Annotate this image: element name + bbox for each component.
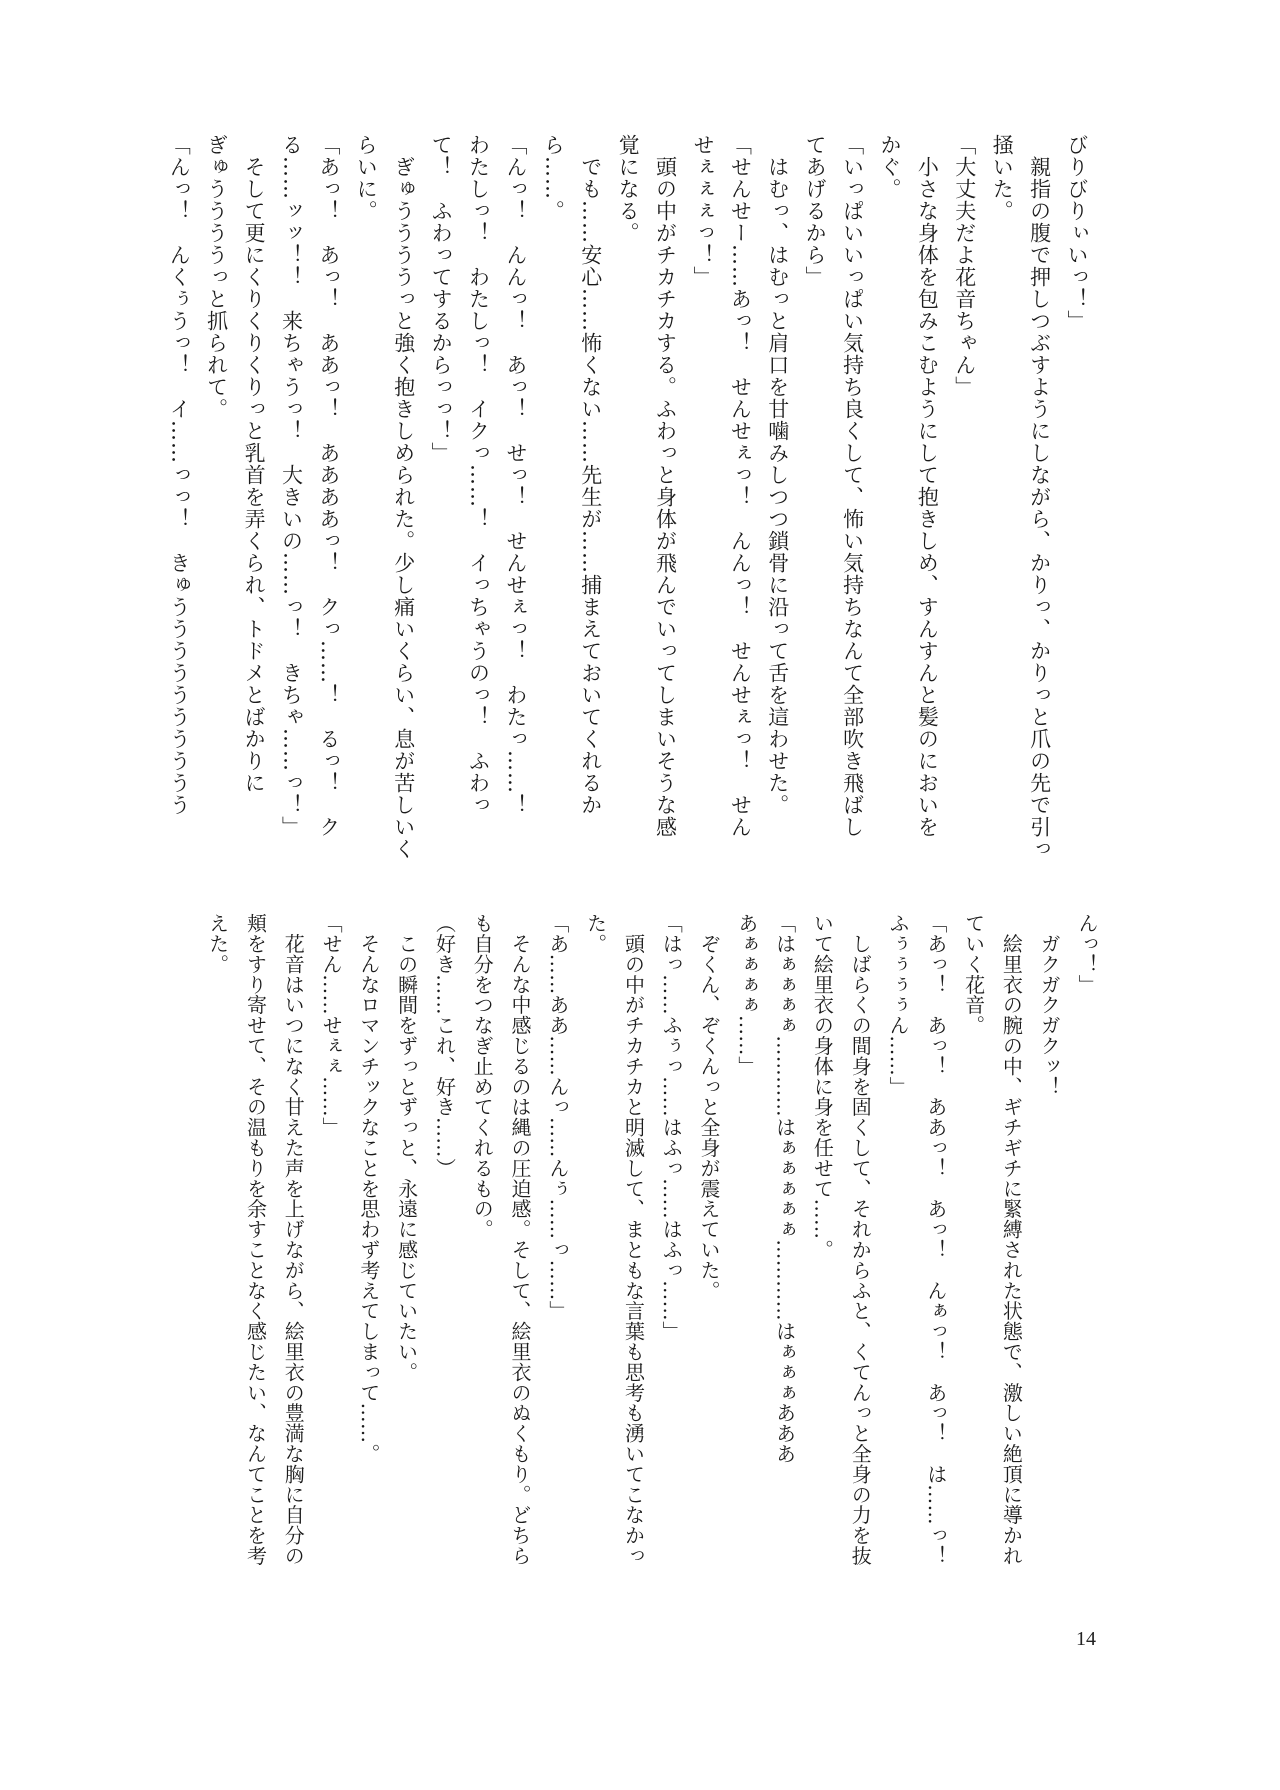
text-column: わたしっ！ わたしっ！ イクっ……！ イっちゃうのっ！ ふわっ xyxy=(466,134,491,816)
text-column: えた。 xyxy=(205,913,230,975)
text-column: 絵里衣の腕の中、ギチギチに緊縛された状態で、激しい絶頂に導かれ xyxy=(999,913,1024,1566)
lower-text-block xyxy=(198,913,1105,1573)
text-column: （好き……これ、好き……） xyxy=(432,913,457,1179)
text-column: ぞくん、ぞくんっと全身が震えていた。 xyxy=(697,913,722,1301)
text-column: 頬をすり寄せて、その温もりを余すことなく感じたい、なんてことを考 xyxy=(243,913,268,1566)
text-column: でも……安心……怖くない……先生が……捕まえておいてくれるか xyxy=(578,134,603,816)
text-column: ぎゅううううっと抓られて。 xyxy=(204,134,229,420)
text-column: て！ ふわってするからっっ！」 xyxy=(429,134,454,464)
text-column: んっ！」 xyxy=(1075,913,1099,995)
text-column: る……ッッ！！ 来ちゃうっ！ 大きいの……っ！ きちゃ……っ！」 xyxy=(279,134,304,838)
text-column: そして更にくりくりくりっと乳首を弄くられ、トドメとばかりに xyxy=(242,134,267,794)
text-column: 「んっ！ んんっ！ あっ！ せっ！ せんせぇっ！ わたっ……！ xyxy=(503,134,528,816)
text-column: せぇぇぇっ！」 xyxy=(690,134,715,288)
text-column: 「いっぱいいっぱい気持ち良くして、怖い気持ちなんて全部吹き飛ばし xyxy=(840,134,865,838)
text-column: 覚になる。 xyxy=(616,134,641,244)
text-column: も自分をつなぎ止めてくれるもの。 xyxy=(470,913,495,1240)
text-column: た。 xyxy=(583,913,608,954)
text-column: ら……。 xyxy=(541,134,566,222)
text-column: 掻いた。 xyxy=(990,134,1015,222)
text-column: 「んっ！ んくぅうっ！ イ……っっ！ きゅうううううううううう xyxy=(167,134,192,816)
text-column: しばらくの間身を固くして、それからふと、くてんっと全身の力を抜 xyxy=(848,913,873,1566)
text-column: そんなロマンチックなことを思わず考えてしまって……。 xyxy=(356,913,381,1464)
upper-text-block xyxy=(160,134,1095,860)
text-column: ぎゅううううっと強く抱きしめられた。少し痛いくらい、息が苦しいく xyxy=(391,134,416,860)
text-column: てあげるから」 xyxy=(803,134,828,288)
page-number: 14 xyxy=(1076,1628,1096,1650)
text-column: あぁぁぁぁ……」 xyxy=(734,913,759,1077)
text-column: 「あっ！ あっ！ ああっ！ ああああっ！ クっ……！ るっ！ ク xyxy=(316,134,341,838)
text-column: 花音はいつになく甘えた声を上げながら、絵里衣の豊満な胸に自分の xyxy=(281,913,306,1566)
text-column: ていく花音。 xyxy=(961,913,986,1036)
text-column: いて絵里衣の身体に身を任せて……。 xyxy=(810,913,835,1260)
text-column: 「せんせー……あっ！ せんせぇっ！ んんっ！ せんせぇっ！ せん xyxy=(728,134,753,838)
text-column: そんな中感じるのは縄の圧迫感。そして、絵里衣のぬくもり。どちら xyxy=(508,913,533,1566)
text-column: らいに。 xyxy=(354,134,379,222)
text-column: 頭の中がチカチカする。ふわっと身体が飛んでいってしまいそうな感 xyxy=(653,134,678,838)
text-column: この瞬間をずっとずっと、永遠に感じていたい。 xyxy=(394,913,419,1383)
text-column: 「せん……せぇぇ……」 xyxy=(319,913,344,1138)
text-column: 親指の腹で押しつぶすようにしながら、かりっ、かりっと爪の先で引っ xyxy=(1027,134,1052,860)
text-column: ガクガクガクッ！ xyxy=(1037,913,1062,1097)
text-column: 「大丈夫だよ花音ちゃん」 xyxy=(952,134,977,398)
text-column: びりびりぃいっ！」 xyxy=(1065,134,1089,332)
text-column: 頭の中がチカチカと明滅して、まともな言葉も思考も湧いてこなかっ xyxy=(621,913,646,1566)
text-column: 「はぁぁぁぁ…………はぁぁぁぁぁ…………はぁぁぁあああ xyxy=(772,913,797,1464)
text-column: 「あっ！ あっ！ ああっ！ あっ！ んぁっ！ あっ！ は……っ！ xyxy=(923,913,948,1566)
text-column: 「はっ……ふぅっ……はふっ……はふっ……」 xyxy=(659,913,684,1342)
text-column: はむっ、はむっと肩口を甘噛みしつつ鎖骨に沿って舌を這わせた。 xyxy=(765,134,790,816)
text-column: ふぅぅぅぅん……」 xyxy=(886,913,911,1097)
text-column: かぐ。 xyxy=(877,134,902,200)
text-column: 「あ……ああ……んっ……んぅ……っ……」 xyxy=(545,913,570,1321)
text-column: 小さな身体を包みこむようにして抱きしめ、すんすんと髪のにおいを xyxy=(915,134,940,838)
